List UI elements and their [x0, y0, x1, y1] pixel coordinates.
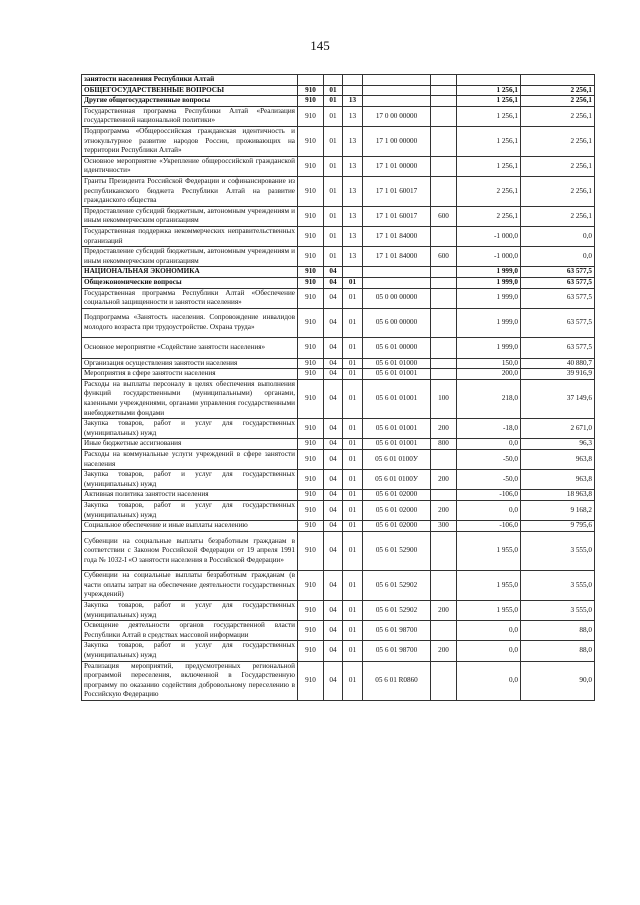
table-row — [82, 176, 595, 206]
ministry-code: 910 — [298, 358, 324, 369]
row-name: Мероприятия в сфере занятости населения — [82, 369, 298, 380]
ministry-code: 910 — [298, 521, 324, 532]
section-code: 01 — [324, 247, 343, 267]
expense-type-code — [431, 126, 457, 156]
page-number: 145 — [310, 38, 330, 53]
section-code: 04 — [324, 379, 343, 418]
expense-type-code — [431, 226, 457, 246]
total-amount: 0,0 — [521, 247, 595, 267]
section-code: 04 — [324, 501, 343, 521]
subsection-code: 01 — [343, 521, 363, 532]
table-row — [82, 490, 595, 501]
change-amount: 0,0 — [457, 641, 521, 661]
total-amount: 2 256,1 — [521, 96, 595, 107]
change-amount: -50,0 — [457, 470, 521, 490]
table-row — [82, 501, 595, 521]
target-item-code: 17 1 00 00000 — [363, 126, 431, 156]
subsection-code: 13 — [343, 96, 363, 107]
target-item-code: 05 6 01 01001 — [363, 379, 431, 418]
table-row — [82, 521, 595, 532]
ministry-code: 910 — [298, 369, 324, 380]
subsection-code: 01 — [343, 308, 363, 338]
section-code: 04 — [324, 450, 343, 470]
section-code: 01 — [324, 176, 343, 206]
total-amount: 963,8 — [521, 470, 595, 490]
row-name: Освещение деятельности органов государственной власти Республики Алтай в средствах массовой информации — [82, 621, 298, 641]
ministry-code: 910 — [298, 226, 324, 246]
section-code: 04 — [324, 600, 343, 620]
target-item-code: 05 6 01 52902 — [363, 571, 431, 601]
subsection-code: 01 — [343, 501, 363, 521]
change-amount: 0,0 — [457, 621, 521, 641]
target-item-code: 05 6 01 52900 — [363, 531, 431, 570]
ministry-code: 910 — [298, 439, 324, 450]
subsection-code: 01 — [343, 338, 363, 358]
subsection-code: 01 — [343, 531, 363, 570]
section-code: 01 — [324, 156, 343, 176]
row-name: Основное мероприятие «Содействие занятости населения» — [82, 338, 298, 358]
section-code: 04 — [324, 288, 343, 308]
target-item-code: 05 6 01 01001 — [363, 369, 431, 380]
row-name: ОБЩЕГОСУДАРСТВЕННЫЕ ВОПРОСЫ — [82, 85, 298, 96]
total-amount: 0,0 — [521, 226, 595, 246]
change-amount: 1 955,0 — [457, 600, 521, 620]
expense-type-code: 300 — [431, 521, 457, 532]
row-name: Предоставление субсидий бюджетным, автономным учреждениям и иным некоммерческим организациям — [82, 206, 298, 226]
expense-type-code — [431, 267, 457, 278]
row-name: Субвенции на социальные выплаты безработным гражданам в соответствии с Законом Российской Федерации от 19 апреля 1991 года № 1032-I «О занятости населения в Российской Федерации» — [82, 531, 298, 570]
ministry-code: 910 — [298, 106, 324, 126]
row-name: Общеэкономические вопросы — [82, 277, 298, 288]
row-name: Организация осуществления занятости населения — [82, 358, 298, 369]
expense-type-code — [431, 106, 457, 126]
total-amount: 18 963,8 — [521, 490, 595, 501]
change-amount: 1 999,0 — [457, 338, 521, 358]
change-amount: 0,0 — [457, 661, 521, 700]
total-amount: 3 555,0 — [521, 571, 595, 601]
row-name: Закупка товаров, работ и услуг для государственных (муниципальных) нужд — [82, 641, 298, 661]
expense-type-code — [431, 308, 457, 338]
expense-type-code — [431, 288, 457, 308]
expense-type-code — [431, 661, 457, 700]
section-code: 04 — [324, 267, 343, 278]
row-name: Закупка товаров, работ и услуг для государственных (муниципальных) нужд — [82, 419, 298, 439]
change-amount: 1 256,1 — [457, 96, 521, 107]
subsection-code: 01 — [343, 369, 363, 380]
table-row — [82, 247, 595, 267]
table-row — [82, 206, 595, 226]
ministry-code: 910 — [298, 419, 324, 439]
subsection-code: 13 — [343, 176, 363, 206]
table-row — [82, 277, 595, 288]
ministry-code: 910 — [298, 501, 324, 521]
row-name: Иные бюджетные ассигнования — [82, 439, 298, 450]
target-item-code: 05 0 00 00000 — [363, 288, 431, 308]
row-name: Расходы на выплаты персоналу в целях обеспечения выполнения функций государственными (муниципальными) органами, казенными учреждениями, органами управления государственными внебюджетными фондами — [82, 379, 298, 418]
ministry-code: 910 — [298, 661, 324, 700]
expense-type-code — [431, 369, 457, 380]
total-amount: 90,0 — [521, 661, 595, 700]
target-item-code: 05 6 01 98700 — [363, 621, 431, 641]
table-row — [82, 450, 595, 470]
change-amount — [457, 75, 521, 86]
total-amount: 2 256,1 — [521, 106, 595, 126]
section-code: 04 — [324, 490, 343, 501]
row-name: Подпрограмма «Занятость населения. Сопровождение инвалидов молодого возраста при трудоустройстве. Охрана труда» — [82, 308, 298, 338]
ministry-code: 910 — [298, 308, 324, 338]
expense-type-code — [431, 571, 457, 601]
total-amount: 963,8 — [521, 450, 595, 470]
change-amount: -50,0 — [457, 450, 521, 470]
expense-type-code: 600 — [431, 206, 457, 226]
target-item-code: 05 6 01 02000 — [363, 490, 431, 501]
total-amount: 63 577,5 — [521, 288, 595, 308]
ministry-code: 910 — [298, 571, 324, 601]
row-name: Гранты Президента Российской Федерации и софинансирование из республиканского бюджета Республики Алтай на развитие гражданского общества — [82, 176, 298, 206]
table-row — [82, 661, 595, 700]
total-amount: 9 795,6 — [521, 521, 595, 532]
total-amount: 2 256,1 — [521, 126, 595, 156]
total-amount: 40 880,7 — [521, 358, 595, 369]
table-row — [82, 85, 595, 96]
table-row — [82, 369, 595, 380]
expense-type-code: 200 — [431, 470, 457, 490]
target-item-code: 17 1 01 00000 — [363, 156, 431, 176]
ministry-code — [298, 75, 324, 86]
ministry-code: 910 — [298, 96, 324, 107]
section-code: 04 — [324, 369, 343, 380]
ministry-code: 910 — [298, 156, 324, 176]
table-row — [82, 641, 595, 661]
ministry-code: 910 — [298, 277, 324, 288]
subsection-code: 01 — [343, 379, 363, 418]
ministry-code: 910 — [298, 470, 324, 490]
table-row — [82, 600, 595, 620]
target-item-code — [363, 85, 431, 96]
target-item-code: 17 1 01 84000 — [363, 226, 431, 246]
subsection-code: 01 — [343, 571, 363, 601]
change-amount: 1 955,0 — [457, 531, 521, 570]
budget-table — [81, 74, 595, 701]
ministry-code: 910 — [298, 600, 324, 620]
total-amount: 2 256,1 — [521, 206, 595, 226]
section-code: 04 — [324, 571, 343, 601]
target-item-code: 17 0 00 00000 — [363, 106, 431, 126]
total-amount: 9 168,2 — [521, 501, 595, 521]
table-row — [82, 75, 595, 86]
section-code: 04 — [324, 277, 343, 288]
table-row — [82, 439, 595, 450]
table-row — [82, 288, 595, 308]
table-row — [82, 96, 595, 107]
subsection-code: 01 — [343, 288, 363, 308]
expense-type-code: 200 — [431, 501, 457, 521]
change-amount: 1 999,0 — [457, 308, 521, 338]
total-amount — [521, 75, 595, 86]
target-item-code: 05 6 01 98700 — [363, 641, 431, 661]
total-amount: 37 149,6 — [521, 379, 595, 418]
ministry-code: 910 — [298, 379, 324, 418]
change-amount: 200,0 — [457, 369, 521, 380]
target-item-code: 05 6 01 0100У — [363, 450, 431, 470]
row-name: Социальное обеспечение и иные выплаты населению — [82, 521, 298, 532]
subsection-code: 01 — [343, 641, 363, 661]
ministry-code: 910 — [298, 338, 324, 358]
section-code: 04 — [324, 358, 343, 369]
section-code: 04 — [324, 641, 343, 661]
row-name: Предоставление субсидий бюджетным, автономным учреждениям и иным некоммерческим организациям — [82, 247, 298, 267]
total-amount: 3 555,0 — [521, 531, 595, 570]
row-name: Государственная программа Республики Алтай «Реализация государственной национальной политики» — [82, 106, 298, 126]
change-amount: 1 256,1 — [457, 156, 521, 176]
ministry-code: 910 — [298, 531, 324, 570]
row-name: Закупка товаров, работ и услуг для государственных (муниципальных) нужд — [82, 600, 298, 620]
target-item-code — [363, 277, 431, 288]
ministry-code: 910 — [298, 621, 324, 641]
change-amount: 218,0 — [457, 379, 521, 418]
section-code: 04 — [324, 308, 343, 338]
total-amount: 39 916,9 — [521, 369, 595, 380]
change-amount: -1 000,0 — [457, 226, 521, 246]
row-name: Реализация мероприятий, предусмотренных региональной программой переселения, включенной в Государственную программу по оказанию содействия добровольному переселению в Российскую Федерацию — [82, 661, 298, 700]
target-item-code: 05 6 01 02000 — [363, 521, 431, 532]
expense-type-code — [431, 338, 457, 358]
total-amount: 3 555,0 — [521, 600, 595, 620]
section-code: 04 — [324, 419, 343, 439]
expense-type-code — [431, 96, 457, 107]
change-amount: 1 955,0 — [457, 571, 521, 601]
row-name: Государственная поддержка некоммерческих неправительственных организаций — [82, 226, 298, 246]
subsection-code — [343, 75, 363, 86]
row-name: Другие общегосударственные вопросы — [82, 96, 298, 107]
total-amount: 63 577,5 — [521, 267, 595, 278]
change-amount: 2 256,1 — [457, 206, 521, 226]
row-name: Закупка товаров, работ и услуг для государственных (муниципальных) нужд — [82, 501, 298, 521]
target-item-code — [363, 75, 431, 86]
subsection-code: 13 — [343, 126, 363, 156]
change-amount: -18,0 — [457, 419, 521, 439]
table-row — [82, 358, 595, 369]
ministry-code: 910 — [298, 641, 324, 661]
change-amount: -106,0 — [457, 521, 521, 532]
total-amount: 2 671,0 — [521, 419, 595, 439]
expense-type-code: 100 — [431, 379, 457, 418]
change-amount: 2 256,1 — [457, 176, 521, 206]
target-item-code: 05 6 01 R0860 — [363, 661, 431, 700]
target-item-code: 17 1 01 60017 — [363, 206, 431, 226]
subsection-code: 13 — [343, 106, 363, 126]
subsection-code: 13 — [343, 226, 363, 246]
expense-type-code — [431, 85, 457, 96]
total-amount: 63 577,5 — [521, 338, 595, 358]
table-row — [82, 571, 595, 601]
subsection-code: 01 — [343, 419, 363, 439]
change-amount: -106,0 — [457, 490, 521, 501]
table-row — [82, 470, 595, 490]
table-row — [82, 308, 595, 338]
expense-type-code — [431, 176, 457, 206]
section-code: 01 — [324, 85, 343, 96]
row-name: Подпрограмма «Общероссийская гражданская идентичность и этнокультурное развитие народов России, проживающих на территории Республики Алтай» — [82, 126, 298, 156]
subsection-code: 01 — [343, 600, 363, 620]
section-code: 01 — [324, 206, 343, 226]
table-body — [82, 75, 595, 701]
table-row — [82, 531, 595, 570]
table-row — [82, 419, 595, 439]
table-row — [82, 267, 595, 278]
expense-type-code — [431, 75, 457, 86]
table-row — [82, 106, 595, 126]
expense-type-code — [431, 277, 457, 288]
total-amount: 63 577,5 — [521, 277, 595, 288]
ministry-code: 910 — [298, 206, 324, 226]
change-amount: 150,0 — [457, 358, 521, 369]
section-code: 04 — [324, 621, 343, 641]
change-amount: 1 256,1 — [457, 106, 521, 126]
target-item-code: 05 6 01 0100У — [363, 470, 431, 490]
change-amount: 0,0 — [457, 439, 521, 450]
change-amount: 1 256,1 — [457, 85, 521, 96]
total-amount: 2 256,1 — [521, 176, 595, 206]
ministry-code: 910 — [298, 490, 324, 501]
change-amount: 1 999,0 — [457, 267, 521, 278]
target-item-code: 05 6 00 00000 — [363, 308, 431, 338]
subsection-code: 01 — [343, 470, 363, 490]
table-row — [82, 338, 595, 358]
subsection-code: 01 — [343, 661, 363, 700]
subsection-code: 13 — [343, 247, 363, 267]
table-row — [82, 621, 595, 641]
target-item-code: 05 6 01 01000 — [363, 358, 431, 369]
change-amount: 1 256,1 — [457, 126, 521, 156]
change-amount: -1 000,0 — [457, 247, 521, 267]
section-code: 01 — [324, 226, 343, 246]
ministry-code: 910 — [298, 176, 324, 206]
target-item-code: 05 6 01 52902 — [363, 600, 431, 620]
row-name: Расходы на коммунальные услуги учреждений в сфере занятости населения — [82, 450, 298, 470]
subsection-code: 01 — [343, 358, 363, 369]
target-item-code: 17 1 01 84000 — [363, 247, 431, 267]
target-item-code — [363, 96, 431, 107]
total-amount: 88,0 — [521, 641, 595, 661]
subsection-code: 01 — [343, 621, 363, 641]
target-item-code: 05 6 01 01001 — [363, 439, 431, 450]
expense-type-code — [431, 156, 457, 176]
expense-type-code: 200 — [431, 419, 457, 439]
subsection-code: 01 — [343, 277, 363, 288]
section-code: 01 — [324, 106, 343, 126]
row-name: Субвенции на социальные выплаты безработным гражданам (в части оплаты затрат на обеспечение деятельности государственных учреждений) — [82, 571, 298, 601]
table-row — [82, 379, 595, 418]
row-name: занятости населения Республики Алтай — [82, 75, 298, 86]
target-item-code: 05 6 01 00000 — [363, 338, 431, 358]
target-item-code: 17 1 01 60017 — [363, 176, 431, 206]
row-name: НАЦИОНАЛЬНАЯ ЭКОНОМИКА — [82, 267, 298, 278]
expense-type-code — [431, 358, 457, 369]
change-amount: 1 999,0 — [457, 277, 521, 288]
section-code: 04 — [324, 439, 343, 450]
section-code — [324, 75, 343, 86]
subsection-code: 01 — [343, 450, 363, 470]
ministry-code: 910 — [298, 450, 324, 470]
section-code: 01 — [324, 96, 343, 107]
subsection-code: 13 — [343, 156, 363, 176]
subsection-code: 01 — [343, 490, 363, 501]
expense-type-code — [431, 450, 457, 470]
expense-type-code — [431, 490, 457, 501]
ministry-code: 910 — [298, 267, 324, 278]
row-name: Закупка товаров, работ и услуг для государственных (муниципальных) нужд — [82, 470, 298, 490]
table-row — [82, 226, 595, 246]
total-amount: 96,3 — [521, 439, 595, 450]
ministry-code: 910 — [298, 247, 324, 267]
ministry-code: 910 — [298, 126, 324, 156]
change-amount: 1 999,0 — [457, 288, 521, 308]
total-amount: 2 256,1 — [521, 156, 595, 176]
target-item-code — [363, 267, 431, 278]
total-amount: 63 577,5 — [521, 308, 595, 338]
expense-type-code — [431, 531, 457, 570]
ministry-code: 910 — [298, 288, 324, 308]
target-item-code: 05 6 01 01001 — [363, 419, 431, 439]
expense-type-code — [431, 621, 457, 641]
section-code: 04 — [324, 661, 343, 700]
row-name: Активная политика занятости населения — [82, 490, 298, 501]
expense-type-code: 800 — [431, 439, 457, 450]
subsection-code — [343, 85, 363, 96]
subsection-code: 01 — [343, 439, 363, 450]
change-amount: 0,0 — [457, 501, 521, 521]
expense-type-code: 200 — [431, 641, 457, 661]
total-amount: 2 256,1 — [521, 85, 595, 96]
table-row — [82, 156, 595, 176]
total-amount: 88,0 — [521, 621, 595, 641]
subsection-code — [343, 267, 363, 278]
section-code: 01 — [324, 126, 343, 156]
target-item-code: 05 6 01 02000 — [363, 501, 431, 521]
section-code: 04 — [324, 338, 343, 358]
row-name: Государственная программа Республики Алтай «Обеспечение социальной защищенности и занятости населения» — [82, 288, 298, 308]
section-code: 04 — [324, 521, 343, 532]
section-code: 04 — [324, 470, 343, 490]
section-code: 04 — [324, 531, 343, 570]
expense-type-code: 600 — [431, 247, 457, 267]
expense-type-code: 200 — [431, 600, 457, 620]
subsection-code: 13 — [343, 206, 363, 226]
ministry-code: 910 — [298, 85, 324, 96]
row-name: Основное мероприятие «Укрепление общероссийской гражданской идентичности» — [82, 156, 298, 176]
table-row — [82, 126, 595, 156]
